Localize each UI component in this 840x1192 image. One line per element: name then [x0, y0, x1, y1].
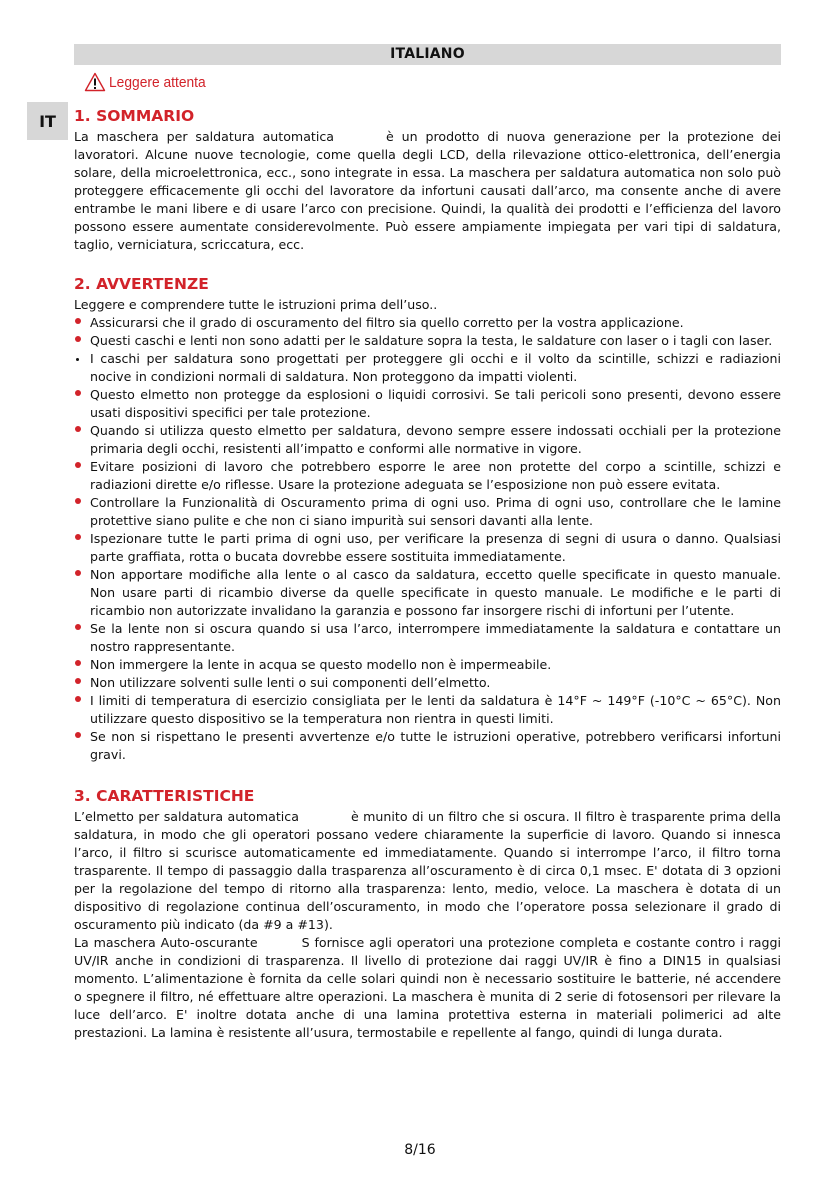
- warning-item: Quando si utilizza questo elmetto per saldatura, devono sempre essere indossati occhiali per la protezione primaria degli occhi, resistenti all’impatto e conformi alle normative in vigore.: [74, 422, 781, 458]
- bullet-icon: [75, 336, 81, 342]
- warning-item: Se la lente non si oscura quando si usa l’arco, interrompere immediatamente la saldatura e contattare un nostro rappresentante.: [74, 620, 781, 656]
- warning-item: Controllare la Funzionalità di Oscuramento prima di ogni uso. Prima di ogni uso, controllare che le lamine protettive siano pulite e che non ci siano impurità sui sensori davanti alla lente.: [74, 494, 781, 530]
- bullet-icon: [75, 390, 81, 396]
- language-header: [74, 44, 781, 65]
- bullet-icon: [75, 660, 81, 666]
- bullet-icon: [75, 318, 81, 324]
- warning-item: Evitare posizioni di lavoro che potrebbero esporre le aree non protette del corpo a scintille, schizzi e radiazioni dirette e/o riflesse. Usare la protezione adeguata se l’esposizione non può essere evitata.: [74, 458, 781, 494]
- warning-item: Non utilizzare solventi sulle lenti o sui componenti dell’elmetto.: [74, 674, 781, 692]
- bullet-icon: [75, 732, 81, 738]
- warning-notice: [84, 70, 214, 94]
- section-title-sommario: 1. SOMMARIO: [74, 107, 195, 125]
- warning-item: Assicurarsi che il grado di oscuramento del filtro sia quello corretto per la vostra applicazione.: [74, 314, 781, 332]
- warning-list: [74, 314, 781, 764]
- section-title-caratteristiche: 3. CARATTERISTICHE: [74, 787, 255, 805]
- page-number: 8/16: [404, 1142, 436, 1158]
- warning-item: Non apportare modifiche alla lente o al casco da saldatura, eccetto quelle specificate in questo manuale. Non usare parti di ricambio diverse da quelle specificate in questo manuale. Le modifiche e le parti di ricambio non autorizzate invalidano la garanzia e possono far insorgere rischi di infortuni per l’utente.: [74, 566, 781, 620]
- bullet-icon: [75, 570, 81, 576]
- caratteristiche-p2-end: S fornisce agli operatori una protezione completa e costante contro i raggi UV/IR anche in condizioni di trasparenza. Il livello di protezione dai raggi UV/IR è fino a DIN15 in qualsiasi momento. L’alimentazione è fornita da celle solari quindi non è necessario sostituire le batterie, né accendere o spegnere il filtro, né effettuare altre operazioni. La maschera è munita di 2 serie di fotosensori per rilevare la luce dell’arco. E' inoltre dotata anche di una lamina protettiva esterna in materiali polimerici ad alte prestazioni. La lamina è resistente all’usura, termostabile e repellente al fango, quindi di lunga durata.: [74, 935, 782, 1040]
- bullet-icon: [75, 696, 81, 702]
- avvertenze-intro: Leggere e comprendere tutte le istruzioni prima dell’uso..: [74, 297, 438, 312]
- warning-item: Questi caschi e lenti non sono adatti per le saldature sopra la testa, le saldature con laser o i tagli con laser.: [74, 332, 781, 350]
- warning-item: Questo elmetto non protegge da esplosioni o liquidi corrosivi. Se tali pericoli sono presenti, devono essere usati dispositivi specifici per tale protezione.: [74, 386, 781, 422]
- warning-item: Ispezionare tutte le parti prima di ogni uso, per verificare la presenza di segni di usura o danno. Qualsiasi parte graffiata, rotta o bucata dovrebbe essere sostituita immediatamente.: [74, 530, 781, 566]
- sommario-text-end: è un prodotto di nuova generazione per la protezione dei lavoratori. Alcune nuove tecnologie, come quella degli LCD, della rilevazione ottico-elettronica, dell’energia solare, della microelettronica, ecc., sono integrate in essa. La maschera per saldatura automatica non solo può proteggere efficacemente gli occhi del lavoratore da infortuni causati dall’arco, ma consente anche di avere entrambe le mani libere e di usare l’arco con precisione. Quindi, la qualità dei prodotti e l’efficienza del lavoro possono essere aumentate considerevolmente. Può essere ampiamente impiegata per vari tipi di saldatura, taglio, verniciatura, scriccatura, ecc.: [74, 129, 781, 252]
- warning-item: Non immergere la lente in acqua se questo modello non è impermeabile.: [74, 656, 781, 674]
- document-body: [74, 104, 781, 1042]
- warning-triangle-icon: [84, 72, 106, 92]
- caratteristiche-p2-start: La maschera Auto-oscurante: [74, 935, 258, 950]
- section-title-avvertenze: 2. AVVERTENZE: [74, 275, 209, 293]
- caratteristiche-p1-start: L’elmetto per saldatura automatica: [74, 809, 299, 824]
- sommario-text-start: La maschera per saldatura automatica: [74, 129, 334, 144]
- language-tab-label: IT: [39, 111, 56, 131]
- bullet-icon: [75, 534, 81, 540]
- language-title: ITALIANO: [390, 46, 465, 62]
- warning-item: I limiti di temperatura di esercizio consigliata per le lenti da saldatura è 14°F ~ 149°F (-10°C ~ 65°C). Non utilizzare questo dispositivo se la temperatura non rientra in questi limiti.: [74, 692, 781, 728]
- bullet-icon: [75, 426, 81, 432]
- sommario-paragraph: [74, 128, 781, 254]
- caratteristiche-paragraph-1: [74, 808, 781, 934]
- caratteristiche-paragraph-2: [74, 934, 781, 1042]
- bullet-icon: [75, 498, 81, 504]
- bullet-icon: [75, 624, 81, 630]
- warning-item: Se non si rispettano le presenti avvertenze e/o tutte le istruzioni operative, potrebbero verificarsi infortuni gravi.: [74, 728, 781, 764]
- warning-item: I caschi per saldatura sono progettati per proteggere gli occhi e il volto da scintille, schizzi e radiazioni nocive in condizioni normali di saldatura. Non proteggono da impatti violenti.: [74, 350, 781, 386]
- warning-text: Leggere attenta: [109, 73, 206, 91]
- bullet-icon: [75, 462, 81, 468]
- bullet-icon: [76, 358, 79, 361]
- caratteristiche-p1-end: è munito di un filtro che si oscura. Il filtro è trasparente prima della saldatura, in modo che gli operatori possano vedere chiaramente la superficie di lavoro. Quando si innesca l’arco, il filtro si scurisce automaticamente ed immediatamente. Quando si interrompe l’arco, il filtro torna trasparente. Il tempo di passaggio dalla trasparenza all’oscuramento è di circa 0,1 msec. E' dotata di 3 opzioni per la regolazione del tempo di ritorno alla trasparenza: lento, medio, veloce. La maschera è dotata di un dispositivo di regolazione continua dell’oscuramento, in modo che l’operatore possa selezionare il grado di oscuramento più indicato (da #9 a #13).: [74, 809, 781, 932]
- bullet-icon: [75, 678, 81, 684]
- language-tab: [27, 102, 68, 140]
